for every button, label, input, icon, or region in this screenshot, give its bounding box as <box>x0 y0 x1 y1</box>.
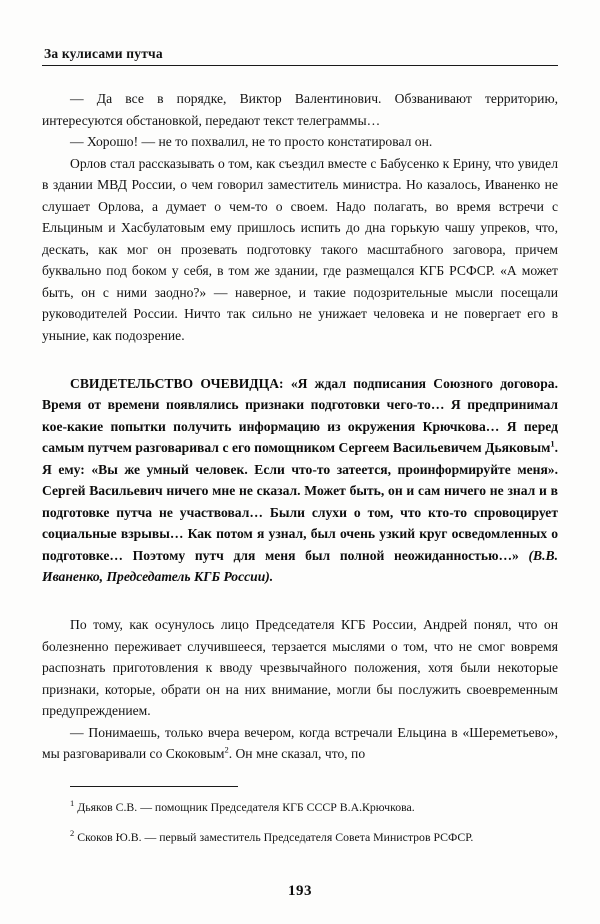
header-divider <box>42 65 558 66</box>
footnote-marker: 1 <box>70 798 75 809</box>
footnote-1 <box>42 798 558 816</box>
footnote-2 <box>42 828 558 846</box>
footnote-marker: 2 <box>70 828 75 839</box>
footnote-text: Скоков Ю.В. — первый заместитель Председателя Совета Министров РСФСР. <box>77 830 474 845</box>
footnote-reference-1: 1 <box>550 438 555 449</box>
footnote-reference-2: 2 <box>224 744 229 755</box>
paragraph-text: — Понимаешь, только вчера вечером, когда встречали Ельцина в «Шереметьево», мы разговаривали со Скоковым <box>42 724 558 762</box>
paragraph <box>42 722 558 765</box>
running-head: За кулисами путча <box>44 46 163 61</box>
paragraph-spacer <box>42 346 558 359</box>
page-number: 193 <box>288 883 312 899</box>
paragraph-spacer <box>42 601 558 614</box>
testimony-quote: «Я ждал подписания Союзного договора. Время от времени появлялись признаки подготовки чего-то… Я предпринимал кое-какие попытки получить информацию из окружения Крючкова… Я перед самым путчем разговаривал с его помощником Сергеем Васильевичем Дьяковым <box>42 375 558 456</box>
eyewitness-testimony <box>42 373 558 588</box>
footnotes-section <box>42 786 558 858</box>
testimony-quote-continued: . Я ему: «Вы же умный человек. Если что-то затеется, проинформируйте меня». Сергей Васильевич ничего мне не сказал. Может быть, он и сам ничего не знал и в подготовке путча не участвовал… Были слухи о том, что кто-то спровоцирует социальные взрывы… Как потом я узнал, был очень узкий круг осведомленных о подготовке… Поэтому путч для меня был полной неожиданностью…» <box>42 440 558 563</box>
paragraph: Орлов стал рассказывать о том, как съездил вместе с Бабусенко к Ерину, что увидел в здании МВД России, о чем говорил заместитель министра. Но казалось, Иваненко не слушает Орлова, а думает о чем-то о своем. Надо полагать, во время встречи с Ельциным и Хасбулатовым ему пришлось испить до дна горькую чашу упреков, что, дескать, как мог он прозевать подготовку такого масштабного заговора, причем буквально под боком у себя, в том же здании, где размещался КГБ РСФСР. «А может быть, он с ними заодно?» — наверное, и такие подозрительные мысли посещали руководителей России. Ничто так сильно не унижает человека и не повергает его в уныние, как подозрение. <box>42 155 558 343</box>
paragraph: — Да все в порядке, Виктор Валентинович. Обзванивают территорию, интересуются обстановкой, передают текст телеграммы… <box>42 91 558 128</box>
testimony-attribution: (В.В. Иваненко, Председатель КГБ России). <box>42 547 558 585</box>
footnote-text: Дьяков С.В. — помощник Председателя КГБ СССР В.А.Крючкова. <box>77 800 415 815</box>
testimony-label: СВИДЕТЕЛЬСТВО ОЧЕВИДЦА: <box>70 375 284 391</box>
paragraph-text-continued: . Он мне сказал, что, по <box>228 746 366 762</box>
page-body <box>42 88 558 765</box>
paragraph: — Хорошо! — не то похвалил, не то просто констатировал он. <box>70 134 433 149</box>
paragraph: По тому, как осунулось лицо Председателя КГБ России, Андрей понял, что он болезненно переживает случившееся, терзается мыслями о том, что не смог вовремя распознать приготовления к вводу чрезвычайного положения, хотя были некоторые признаки, которые, обрати он на них внимание, могли бы послужить своевременным предупреждением. <box>42 617 558 719</box>
footnote-divider <box>70 786 238 787</box>
